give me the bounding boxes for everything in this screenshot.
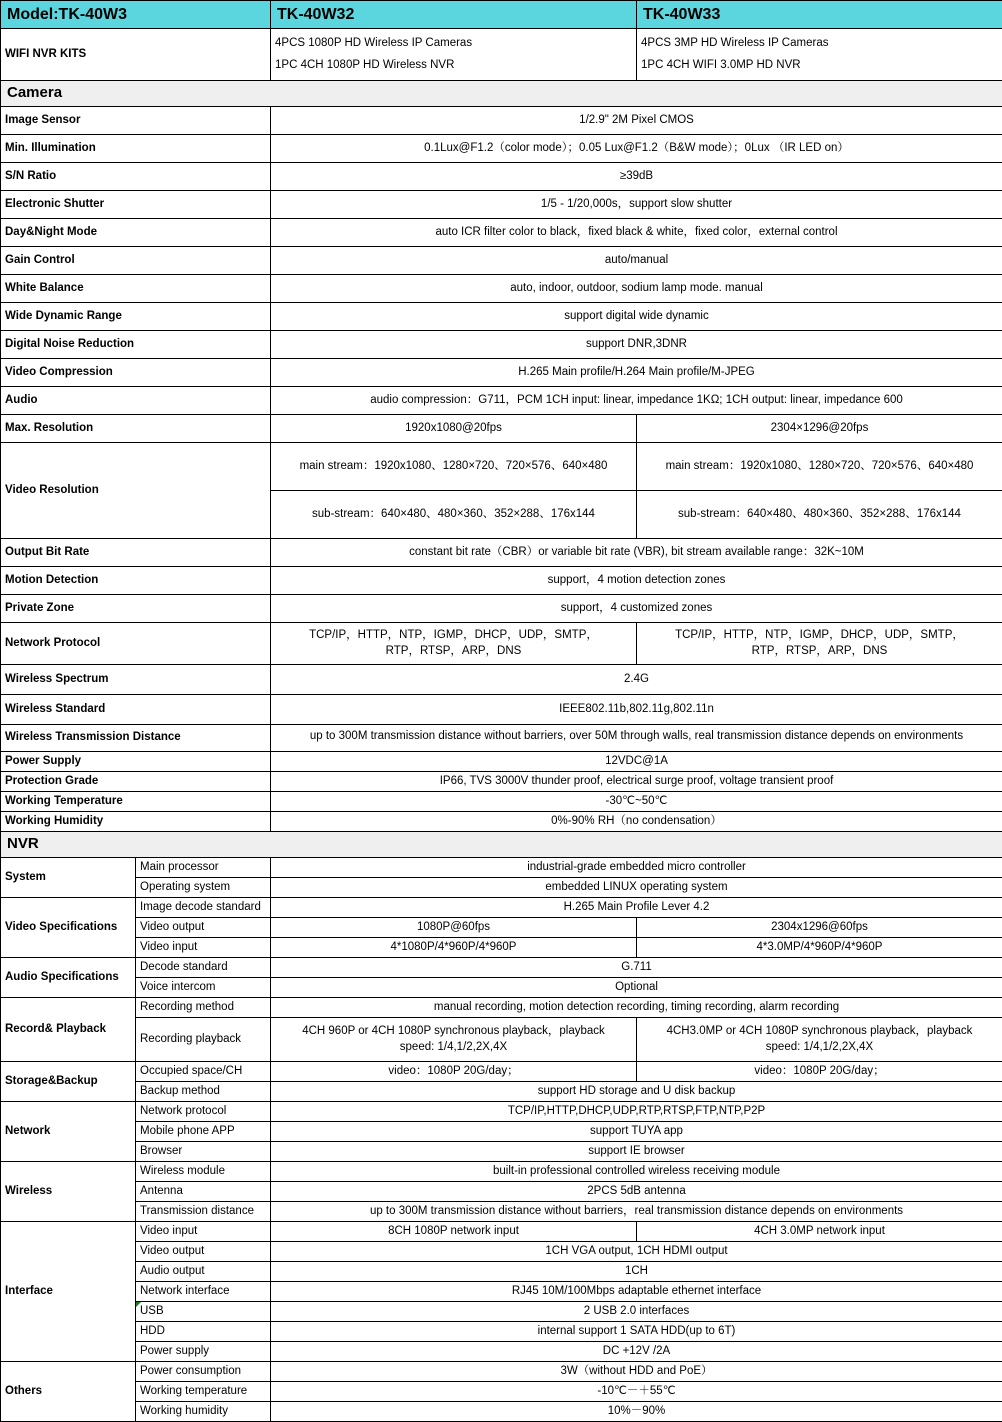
camera2-value-2: support，4 customized zones <box>271 595 1002 623</box>
model-label: Model:TK-40W3 <box>1 1 271 29</box>
nvr-sub-label-1-2: Video input <box>136 938 271 958</box>
nvr-group-label-8: Others <box>1 1362 136 1422</box>
nvr-sub-label-1-1: Video output <box>136 918 271 938</box>
kits-col3 <box>637 29 1002 81</box>
nvr-row <box>1 958 1002 978</box>
spec-row <box>1 812 1002 832</box>
nvr-row <box>1 1102 1002 1122</box>
camera4-value-3: 0%-90% RH（no condensation） <box>271 812 1002 832</box>
camera2-value-1: support，4 motion detection zones <box>271 567 1002 595</box>
camera2-label-2: Private Zone <box>1 595 271 623</box>
nvr-row <box>1 1062 1002 1082</box>
nvr-group-label-1: Video Specifications <box>1 898 136 958</box>
camera-label-1: Min. Illumination <box>1 135 271 163</box>
spec-row <box>1 792 1002 812</box>
max-resolution-col3: 2304×1296@20fps <box>637 415 1002 443</box>
camera2-label-0: Output Bit Rate <box>1 539 271 567</box>
nvr-row <box>1 1122 1002 1142</box>
nvr-row <box>1 1082 1002 1102</box>
nvr-value-col3-1-1: 2304x1296@60fps <box>637 918 1002 938</box>
camera-label-10: Audio <box>1 387 271 415</box>
camera-label-3: Electronic Shutter <box>1 191 271 219</box>
nvr-value-7-6: DC +12V /2A <box>271 1342 1002 1362</box>
network-protocol-col3-line1: TCP/IP，HTTP，NTP，IGMP，DHCP，UDP，SMTP， <box>641 628 998 644</box>
kits-col2-line2: 1PC 4CH 1080P HD Wireless NVR <box>275 55 632 77</box>
nvr-value-6-1: 2PCS 5dB antenna <box>271 1182 1002 1202</box>
nvr-row <box>1 998 1002 1018</box>
max-resolution-row <box>1 415 1002 443</box>
model-col-tk40w33: TK-40W33 <box>637 1 1002 29</box>
camera-value-7: support digital wide dynamic <box>271 303 1002 331</box>
nvr-group-label-0: System <box>1 858 136 898</box>
spec-row <box>1 387 1002 415</box>
nvr-sub-label-7-6: Power supply <box>136 1342 271 1362</box>
wireless-distance-label: Wireless Transmission Distance <box>1 725 271 752</box>
camera-value-6: auto, indoor, outdoor, sodium lamp mode. manual <box>271 275 1002 303</box>
spec-row <box>1 331 1002 359</box>
nvr-row <box>1 1242 1002 1262</box>
nvr-value-col3-1-2: 4*3.0MP/4*960P/4*960P <box>637 938 1002 958</box>
video-resolution-main-col3: main stream：1920x1080、1280×720、720×576、640×480 <box>637 443 1002 491</box>
kits-label: WIFI NVR KITS <box>1 29 271 81</box>
spec-row <box>1 665 1002 695</box>
kits-col2 <box>271 29 637 81</box>
spec-row <box>1 191 1002 219</box>
nvr-sub-label-2-0: Decode standard <box>136 958 271 978</box>
kits-col3-line1: 4PCS 3MP HD Wireless IP Cameras <box>641 33 998 55</box>
nvr-sub-label-8-0: Power consumption <box>136 1362 271 1382</box>
spec-row <box>1 695 1002 725</box>
nvr-value-8-2: 10%－90% <box>271 1402 1002 1422</box>
nvr-value-col3-3-1 <box>637 1018 1002 1062</box>
nvr-value-6-0: built-in professional controlled wireless receiving module <box>271 1162 1002 1182</box>
camera-value-9: H.265 Main profile/H.264 Main profile/M-JPEG <box>271 359 1002 387</box>
nvr-group-label-5: Network <box>1 1102 136 1162</box>
nvr-row <box>1 918 1002 938</box>
nvr-value-col2-4-0: video：1080P 20G/day； <box>271 1062 637 1082</box>
camera-label-4: Day&Night Mode <box>1 219 271 247</box>
camera-value-10: audio compression：G711，PCM 1CH input: linear, impedance 1KΩ; 1CH output: linear, impedance 600 <box>271 387 1002 415</box>
spec-row <box>1 567 1002 595</box>
nvr-row <box>1 1282 1002 1302</box>
spec-row <box>1 772 1002 792</box>
camera4-label-1: Protection Grade <box>1 772 271 792</box>
nvr-value-5-2: support IE browser <box>271 1142 1002 1162</box>
nvr-value-1-0: H.265 Main Profile Lever 4.2 <box>271 898 1002 918</box>
network-protocol-col3-line2: RTP，RTSP，ARP，DNS <box>641 644 998 660</box>
camera3-value-0: 2.4G <box>271 665 1002 695</box>
section-title-camera: Camera <box>1 81 1002 107</box>
nvr-value-7-2: 1CH <box>271 1262 1002 1282</box>
camera-label-6: White Balance <box>1 275 271 303</box>
nvr-sub-label-7-5: HDD <box>136 1322 271 1342</box>
nvr-value-col3-line1: 4CH3.0MP or 4CH 1080P synchronous playback，playback <box>641 1024 998 1040</box>
nvr-value-col2-line1: 4CH 960P or 4CH 1080P synchronous playback，playback <box>275 1024 632 1040</box>
nvr-value-col2-1-1: 1080P@60fps <box>271 918 637 938</box>
spec-row <box>1 247 1002 275</box>
nvr-row <box>1 978 1002 998</box>
camera4-label-3: Working Humidity <box>1 812 271 832</box>
nvr-value-col2-3-1 <box>271 1018 637 1062</box>
spec-row <box>1 107 1002 135</box>
nvr-sub-label-3-1: Recording playback <box>136 1018 271 1062</box>
nvr-value-2-1: Optional <box>271 978 1002 998</box>
nvr-value-3-0: manual recording, motion detection recording, timing recording, alarm recording <box>271 998 1002 1018</box>
nvr-value-0-1: embedded LINUX operating system <box>271 878 1002 898</box>
nvr-value-5-1: support TUYA app <box>271 1122 1002 1142</box>
nvr-row <box>1 1222 1002 1242</box>
nvr-value-8-0: 3W（without HDD and PoE） <box>271 1362 1002 1382</box>
nvr-sub-label-7-1: Video output <box>136 1242 271 1262</box>
network-protocol-col3 <box>637 623 1002 665</box>
section-title-nvr: NVR <box>1 832 1002 858</box>
nvr-row <box>1 1342 1002 1362</box>
wireless-distance-text: up to 300M transmission distance without barriers, over 50M through walls, real transmission distance depends on environments <box>275 725 998 751</box>
nvr-row <box>1 1362 1002 1382</box>
nvr-sub-label-0-1: Operating system <box>136 878 271 898</box>
camera-label-9: Video Compression <box>1 359 271 387</box>
nvr-sub-label-5-1: Mobile phone APP <box>136 1122 271 1142</box>
camera4-value-1: IP66, TVS 3000V thunder proof, electrical surge proof, voltage transient proof <box>271 772 1002 792</box>
nvr-row <box>1 1262 1002 1282</box>
nvr-sub-label-3-0: Recording method <box>136 998 271 1018</box>
camera-label-5: Gain Control <box>1 247 271 275</box>
nvr-value-col3-4-0: video：1080P 20G/day； <box>637 1062 1002 1082</box>
nvr-value-7-5: internal support 1 SATA HDD(up to 6T) <box>271 1322 1002 1342</box>
wireless-distance-row <box>1 725 1002 752</box>
nvr-group-label-2: Audio Specifications <box>1 958 136 998</box>
max-resolution-col2: 1920x1080@20fps <box>271 415 637 443</box>
nvr-sub-label-8-1: Working temperature <box>136 1382 271 1402</box>
nvr-row <box>1 1322 1002 1342</box>
camera-value-0: 1/2.9" 2M Pixel CMOS <box>271 107 1002 135</box>
nvr-sub-label-7-2: Audio output <box>136 1262 271 1282</box>
nvr-sub-label-6-2: Transmission distance <box>136 1202 271 1222</box>
camera-label-7: Wide Dynamic Range <box>1 303 271 331</box>
nvr-row <box>1 938 1002 958</box>
camera-label-2: S/N Ratio <box>1 163 271 191</box>
video-resolution-row-main <box>1 443 1002 491</box>
nvr-row <box>1 898 1002 918</box>
nvr-value-4-1: support HD storage and U disk backup <box>271 1082 1002 1102</box>
nvr-value-7-3: RJ45 10M/100Mbps adaptable ethernet interface <box>271 1282 1002 1302</box>
camera-value-3: 1/5 - 1/20,000s，support slow shutter <box>271 191 1002 219</box>
nvr-group-label-6: Wireless <box>1 1162 136 1222</box>
nvr-value-6-2: up to 300M transmission distance without barriers，real transmission distance depends on environments <box>271 1202 1002 1222</box>
nvr-sub-label-7-0: Video input <box>136 1222 271 1242</box>
nvr-value-col3-7-0: 4CH 3.0MP network input <box>637 1222 1002 1242</box>
camera4-value-2: -30℃~50℃ <box>271 792 1002 812</box>
wireless-distance-value <box>271 725 1002 752</box>
nvr-sub-label-5-2: Browser <box>136 1142 271 1162</box>
spec-row <box>1 163 1002 191</box>
camera-value-1: 0.1Lux@F1.2（color mode）；0.05 Lux@F1.2（B&W mode）；0Lux （IR LED on） <box>271 135 1002 163</box>
nvr-value-7-4: 2 USB 2.0 interfaces <box>271 1302 1002 1322</box>
video-resolution-sub-col3: sub-stream：640×480、480×360、352×288、176x144 <box>637 491 1002 539</box>
spec-row <box>1 539 1002 567</box>
network-protocol-col2 <box>271 623 637 665</box>
nvr-value-col2-line2: speed: 1/4,1/2,2X,4X <box>275 1040 632 1056</box>
camera-value-4: auto ICR filter color to black，fixed black & white，fixed color，external control <box>271 219 1002 247</box>
nvr-group-label-3: Record& Playback <box>1 998 136 1062</box>
kits-col2-line1: 4PCS 1080P HD Wireless IP Cameras <box>275 33 632 55</box>
nvr-value-5-0: TCP/IP,HTTP,DHCP,UDP,RTP,RTSP,FTP,NTP,P2P <box>271 1102 1002 1122</box>
camera2-value-0: constant bit rate（CBR）or variable bit rate (VBR), bit stream available range：32K~10M <box>271 539 1002 567</box>
nvr-group-label-7: Interface <box>1 1222 136 1362</box>
camera4-label-0: Power Supply <box>1 752 271 772</box>
spec-row <box>1 135 1002 163</box>
nvr-row <box>1 858 1002 878</box>
nvr-row <box>1 1162 1002 1182</box>
nvr-row <box>1 1402 1002 1422</box>
nvr-sub-label-7-4: USB <box>136 1302 271 1322</box>
network-protocol-col2-line1: TCP/IP，HTTP，NTP，IGMP，DHCP，UDP，SMTP， <box>275 628 632 644</box>
camera3-value-1: IEEE802.11b,802.11g,802.11n <box>271 695 1002 725</box>
spec-row <box>1 595 1002 623</box>
nvr-row <box>1 878 1002 898</box>
camera-value-8: support DNR,3DNR <box>271 331 1002 359</box>
camera4-value-0: 12VDC@1A <box>271 752 1002 772</box>
max-resolution-label: Max. Resolution <box>1 415 271 443</box>
nvr-sub-label-5-0: Network protocol <box>136 1102 271 1122</box>
section-header-nvr <box>1 832 1002 858</box>
kits-col3-line2: 1PC 4CH WIFI 3.0MP HD NVR <box>641 55 998 77</box>
nvr-value-0-0: industrial-grade embedded micro controller <box>271 858 1002 878</box>
nvr-row <box>1 1018 1002 1062</box>
camera-label-0: Image Sensor <box>1 107 271 135</box>
nvr-sub-label-4-1: Backup method <box>136 1082 271 1102</box>
nvr-sub-label-8-2: Working humidity <box>136 1402 271 1422</box>
camera3-label-1: Wireless Standard <box>1 695 271 725</box>
spec-row <box>1 275 1002 303</box>
nvr-row <box>1 1142 1002 1162</box>
kits-row <box>1 29 1002 81</box>
nvr-sub-label-6-0: Wireless module <box>136 1162 271 1182</box>
spec-row <box>1 752 1002 772</box>
nvr-sub-label-1-0: Image decode standard <box>136 898 271 918</box>
spec-row <box>1 219 1002 247</box>
nvr-row <box>1 1302 1002 1322</box>
network-protocol-label: Network Protocol <box>1 623 271 665</box>
camera2-label-1: Motion Detection <box>1 567 271 595</box>
nvr-sub-label-4-0: Occupied space/CH <box>136 1062 271 1082</box>
nvr-group-label-4: Storage&Backup <box>1 1062 136 1102</box>
section-header-camera <box>1 81 1002 107</box>
model-col-tk40w32: TK-40W32 <box>271 1 637 29</box>
nvr-row <box>1 1382 1002 1402</box>
network-protocol-row <box>1 623 1002 665</box>
spec-row <box>1 303 1002 331</box>
camera-value-2: ≥39dB <box>271 163 1002 191</box>
nvr-value-col2-1-2: 4*1080P/4*960P/4*960P <box>271 938 637 958</box>
network-protocol-col2-line2: RTP，RTSP，ARP，DNS <box>275 644 632 660</box>
comment-marker-icon <box>136 1302 141 1307</box>
nvr-value-col3-line2: speed: 1/4,1/2,2X,4X <box>641 1040 998 1056</box>
model-header-row <box>1 1 1002 29</box>
camera-label-8: Digital Noise Reduction <box>1 331 271 359</box>
nvr-value-7-1: 1CH VGA output, 1CH HDMI output <box>271 1242 1002 1262</box>
nvr-sub-label-0-0: Main processor <box>136 858 271 878</box>
nvr-sub-label-6-1: Antenna <box>136 1182 271 1202</box>
nvr-value-2-0: G.711 <box>271 958 1002 978</box>
nvr-value-8-1: -10℃－＋55℃ <box>271 1382 1002 1402</box>
nvr-sub-label-2-1: Voice intercom <box>136 978 271 998</box>
camera-value-5: auto/manual <box>271 247 1002 275</box>
spec-row <box>1 359 1002 387</box>
nvr-value-col2-7-0: 8CH 1080P network input <box>271 1222 637 1242</box>
video-resolution-label: Video Resolution <box>1 443 271 539</box>
video-resolution-main-col2: main stream：1920x1080、1280×720、720×576、640×480 <box>271 443 637 491</box>
nvr-row <box>1 1182 1002 1202</box>
camera4-label-2: Working Temperature <box>1 792 271 812</box>
nvr-row <box>1 1202 1002 1222</box>
video-resolution-sub-col2: sub-stream：640×480、480×360、352×288、176x144 <box>271 491 637 539</box>
camera3-label-0: Wireless Spectrum <box>1 665 271 695</box>
nvr-sub-label-7-3: Network interface <box>136 1282 271 1302</box>
